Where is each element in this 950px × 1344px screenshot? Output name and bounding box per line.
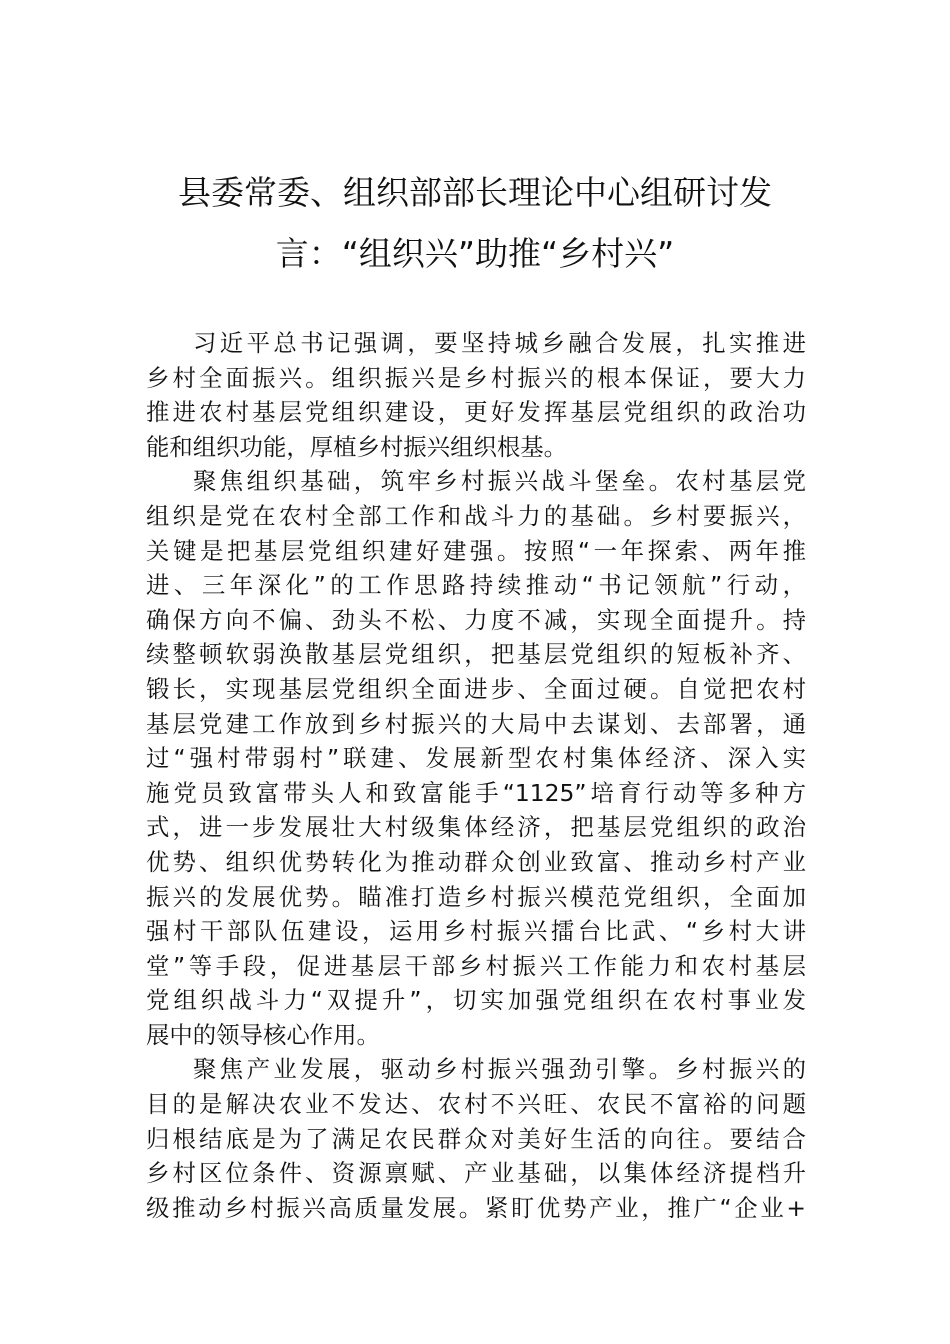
paragraph-intro	[146, 326, 806, 464]
text-line: 过“强村带弱村”联建、发展新型农村集体经济、深入实	[146, 744, 806, 773]
text-line: 堂”等手段，促进基层干部乡村振兴工作能力和农村基层	[146, 951, 806, 980]
text-line: 锻长，实现基层党组织全面进步、全面过硬。自觉把农村	[146, 674, 806, 703]
text-line: 式，进一步发展壮大村级集体经济，把基层党组织的政治	[146, 813, 806, 842]
text-line: 党组织战斗力“双提升”，切实加强党组织在农村事业发	[146, 986, 806, 1015]
text-line: 习近平总书记强调，要坚持城乡融合发展，扎实推进	[193, 329, 806, 357]
text-line: 组织是党在农村全部工作和战斗力的基础。乡村要振兴，	[146, 501, 806, 530]
text-line: 展中的领导核心作用。	[146, 1020, 380, 1049]
text-line: 基层党建工作放到乡村振兴的大局中去谋划、去部署，通	[146, 709, 806, 738]
text-line: 关键是把基层党组织建好建强。按照“一年探索、两年推	[146, 536, 806, 565]
text-line: 归根结底是为了满足农民群众对美好生活的向往。要结合	[146, 1124, 806, 1153]
title-line: 言：“组织兴”助推“乡村兴”	[275, 234, 675, 273]
text-line: 目的是解决农业不发达、农村不兴旺、农民不富裕的问题	[146, 1090, 806, 1119]
text-line: 续整顿软弱涣散基层党组织，把基层党组织的短板补齐、	[146, 640, 806, 669]
text-line: 确保方向不偏、劲头不松、力度不减，实现全面提升。持	[146, 605, 806, 634]
paragraph-organization-foundation	[146, 464, 806, 1052]
paragraph-industry-development	[146, 1052, 806, 1225]
text-line: 进、三年深化”的工作思路持续推动“书记领航”行动，	[146, 571, 806, 600]
text-line: 聚焦组织基础，筑牢乡村振兴战斗堡垒。农村基层党	[193, 467, 806, 496]
document-title	[120, 162, 830, 284]
text-line: 乡村全面振兴。组织振兴是乡村振兴的根本保证，要大力	[146, 363, 806, 392]
text-line: 聚焦产业发展，驱动乡村振兴强劲引擎。乡村振兴的	[193, 1055, 806, 1084]
text-line: 强村干部队伍建设，运用乡村振兴擂台比武、“乡村大讲	[146, 917, 806, 946]
text-line: 施党员致富带头人和致富能手“1125”培育行动等多种方	[146, 778, 806, 807]
text-line: 能和组织功能，厚植乡村振兴组织根基。	[146, 432, 568, 461]
text-line: 优势、组织优势转化为推动群众创业致富、推动乡村产业	[146, 847, 806, 876]
text-line: 振兴的发展优势。瞄准打造乡村振兴模范党组织，全面加	[146, 882, 806, 911]
text-line: 推进农村基层党组织建设，更好发挥基层党组织的政治功	[146, 398, 806, 427]
text-line: 乡村区位条件、资源禀赋、产业基础，以集体经济提档升	[146, 1159, 806, 1188]
document-body	[146, 326, 806, 1225]
title-line: 县委常委、组织部部长理论中心组研讨发	[178, 173, 772, 212]
text-line: 级推动乡村振兴高质量发展。紧盯优势产业，推广“企业+	[146, 1193, 806, 1222]
